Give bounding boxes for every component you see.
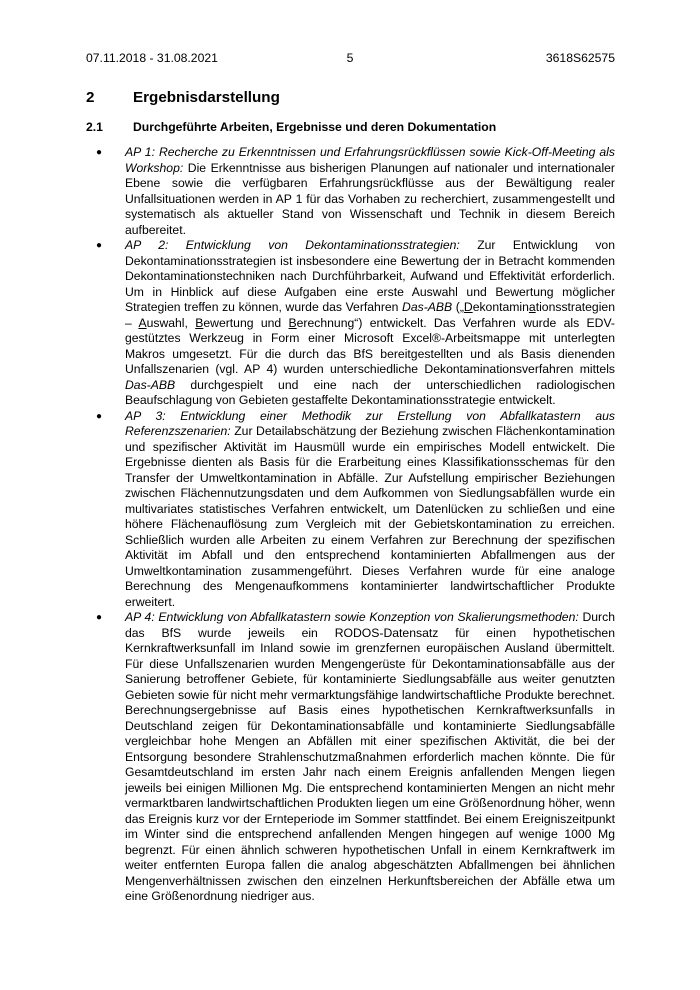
- item-lead: AP 3: Entwicklung einer Methodik zur Erstellung von Abfallkatastern aus Referenzszenarien:: [125, 408, 615, 438]
- bullet-icon: ●: [96, 612, 103, 623]
- header-period: 07.11.2018 - 31.08.2021: [86, 51, 218, 65]
- section-title: Ergebnisdarstellung: [133, 89, 280, 106]
- item-text: Zur Entwicklung von Dekontaminationsstrategien ist insbesondere eine Bewertung der in Betracht kommenden Dekontaminationstechniken nach Durchführbarkeit, Aufwand und Effektivität erforderlich. Um in Hinblick auf diese Aufgaben eine erste Auswahl und Bewertung möglicher Strategien treffen zu können, wurde das Verfahren: [125, 238, 615, 314]
- acronym-letter: B: [195, 315, 204, 330]
- item-text: ekontamin: [472, 300, 529, 314]
- bullet-icon: ●: [96, 240, 103, 251]
- bullet-icon: ●: [96, 147, 103, 158]
- acronym-letter: B: [288, 315, 297, 330]
- item-paragraph: [125, 610, 615, 905]
- item-lead: AP 4: Entwicklung von Abfallkatastern sowie Konzeption von Skalierungsmethoden:: [125, 610, 579, 624]
- item-paragraph: [125, 145, 615, 238]
- item-paragraph: [125, 409, 615, 611]
- subsection-title: Durchgeführte Arbeiten, Ergebnisse und deren Dokumentation: [133, 120, 497, 134]
- subsection-number: 2.1: [86, 120, 103, 134]
- acronym-letter: A: [138, 315, 147, 330]
- item-text: entwickelt. Das Verfahren wurde als EDV-gestütztes Werkzeug in Form einer Microsoft Excel®-Arbeitsmappe mit unterlegten Makros umgesetzt. Für die durch das BfS bereitgestellten und als Basis dienenden Unfallszenarien (vgl. AP 4) wurden unterschiedliche Dekontaminationsverfahren mittels: [125, 315, 615, 376]
- acronym-letter: a: [528, 300, 536, 314]
- item-text: („: [452, 300, 464, 314]
- item-text: erechnung“): [296, 315, 363, 330]
- item-text: Zur Detailabschätzung der Beziehung zwischen Flächenkontamination und spezifischer Aktivität im Hausmüll wurde ein empirisches Modell entwickelt. Die Ergebnisse dienten als Basis für die Erarbeitung eines Klassifikationsschemas für den Transfer der Umweltkontamination in Abfälle. Zur Aufstellung empirischer Beziehungen zwischen Flächennutzungsdaten und dem Aufkommen von Siedlungsabfällen wurde ein multivariates statistisches Verfahren entwickelt, um Datenlücken zu schließen und eine höhere Flächenauflösung zum Vergleich mit der Gebietskontamination zu erreichen. Schließlich wurden alle Arbeiten zu einem Verfahren zur Berechnung der spezifischen Aktivität im Abfall und den entsprechend kontaminierten Abfallmengen aus der Umweltkontamination zusammengeführt. Dieses Verfahren wurde für eine analoge Berechnung des Mengenaufkommens kontaminierter landwirtschaftlicher Produkte erweitert.: [125, 424, 615, 609]
- item-text: durchgespielt und eine nach der unterschiedlichen radiologischen Beaufschlagung von Gebieten gestaffelte Dekontaminationsstrategie entwickelt.: [125, 377, 615, 407]
- acronym-letter: D: [463, 300, 473, 314]
- header-project-id: 3618S62575: [545, 51, 615, 65]
- item-text: Durch das BfS wurde jeweils ein RODOS-Datensatz für einen hypothetischen Kernkraftwerksunfall im Inland sowie im grenzfernen europäischen Ausland übermittelt. Für diese Unfallszenarien wurden Mengengerüste für Dekontaminationsabfälle aus der Sanierung betroffener Gebiete, für kontaminierte Siedlungsabfälle aus weiter genutzten Gebieten sowie für nicht mehr vermarktungsfähige landwirtschaftliche Produkte berechnet. Berechnungsergebnisse auf Basis eines hypothetischen Kernkraftwerksunfalls in Deutschland zeigen für Dekontaminationsabfälle und kontaminierte Siedlungsabfälle vergleichbar hohe Mengen an Abfällen mit einer spezifischen Aktivität, die bei der Entsorgung besondere Strahlenschutzmaßnahmen erforderlich machen könnte. Die für Gesamtdeutschland im ersten Jahr nach einem Ereignis anfallenden Mengen liegen jeweils bei einigen Millionen Mg. Die entsprechend kontaminierten Mengen an nicht mehr vermarktbaren landwirtschaftlichen Produkten liegen um eine Größenordnung höher, wenn das Ereignis kurz vor der Ernteperiode im Sommer stattfindet. Bei einem Ereigniszeitpunkt im Winter sind die entsprechend anfallenden Mengen hingegen auf wenige 1000 Mg begrenzt. Für einen ähnlich schweren hypothetischen Unfall in einem Kernkraftwerk im weiter entfernten Europa fallen die analog abgeschätzten Abfallmengen bei ähnlichen Mengenverhältnissen zwischen den einzelnen Herkunftsbereichen der Abfälle etwa um eine Größenordnung niedriger aus.: [125, 610, 615, 903]
- section-number: 2: [86, 89, 95, 106]
- item-text: ewertung und: [203, 315, 289, 330]
- list-item: [96, 409, 615, 611]
- tool-name: Das-ABB: [402, 300, 453, 314]
- bullet-icon: ●: [96, 410, 103, 422]
- item-paragraph: [125, 238, 615, 409]
- list-item: [96, 610, 615, 905]
- tool-name: Das-ABB: [125, 377, 176, 392]
- header-page-number: 5: [346, 51, 354, 65]
- work-package-list: [96, 145, 615, 905]
- item-text: uswahl,: [146, 315, 196, 330]
- list-item: [96, 145, 615, 238]
- item-text: tionsstrategien –: [125, 300, 615, 330]
- item-text: Die Erkenntnisse aus bisherigen Planungen auf nationaler und internationaler Ebene sowie die verfügbaren Erfahrungsrückflüsse aus der Bewältigung realer Unfallsituationen werden in AP 1 für das Vorhaben zu recherchiert, zusammengestellt und systematisch als aktueller Stand von Wissenschaft und Technik in diesem Bereich aufbereitet.: [125, 160, 615, 237]
- item-lead: AP 2: Entwicklung von Dekontaminationsstrategien:: [125, 238, 460, 252]
- list-item: [96, 238, 615, 409]
- item-lead: AP 1: Recherche zu Erkenntnissen und Erfahrungsrückflüssen sowie Kick-Off-Meeting als Workshop:: [125, 145, 615, 175]
